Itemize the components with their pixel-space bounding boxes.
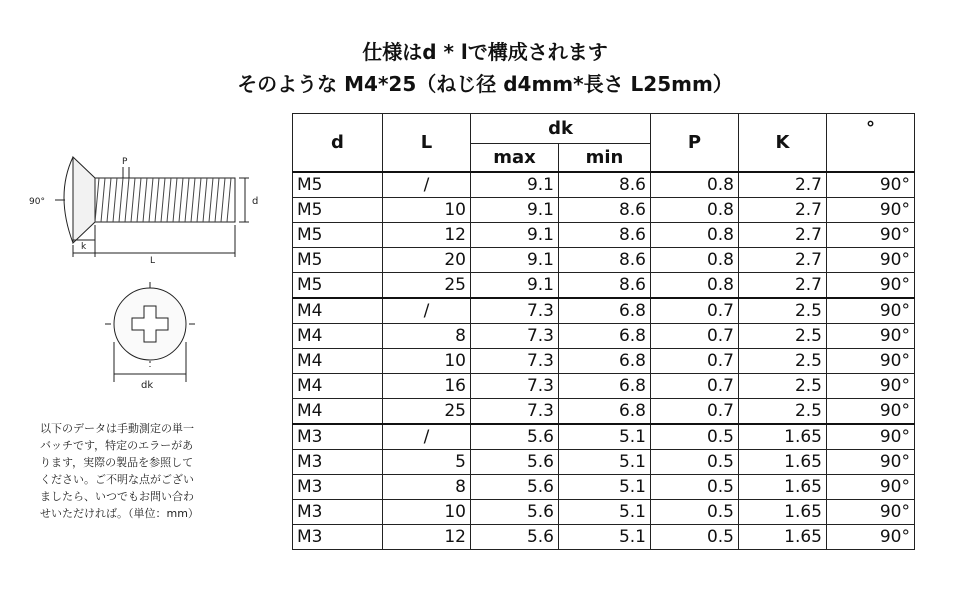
cell-max: 7.3 bbox=[471, 398, 559, 424]
table-row bbox=[293, 398, 915, 424]
cell-max: 9.1 bbox=[471, 222, 559, 247]
cell-l: 12 bbox=[383, 222, 471, 247]
cell-max: 7.3 bbox=[471, 348, 559, 373]
header-dk: dk bbox=[471, 114, 651, 144]
cell-l: / bbox=[383, 298, 471, 324]
cell-l: 25 bbox=[383, 272, 471, 298]
cell-degree: 90° bbox=[827, 499, 915, 524]
cell-d: M3 bbox=[293, 424, 383, 450]
cell-k: 1.65 bbox=[739, 524, 827, 549]
cell-min: 5.1 bbox=[559, 424, 651, 450]
cell-l: 8 bbox=[383, 474, 471, 499]
table-row bbox=[293, 298, 915, 324]
cell-min: 8.6 bbox=[559, 172, 651, 198]
cell-d: M5 bbox=[293, 272, 383, 298]
cell-p: 0.5 bbox=[651, 499, 739, 524]
cell-l: 5 bbox=[383, 449, 471, 474]
cell-p: 0.8 bbox=[651, 272, 739, 298]
cell-min: 8.6 bbox=[559, 247, 651, 272]
header-l: L bbox=[383, 114, 471, 172]
cell-min: 5.1 bbox=[559, 449, 651, 474]
cell-d: M5 bbox=[293, 197, 383, 222]
cell-min: 6.8 bbox=[559, 373, 651, 398]
cell-degree: 90° bbox=[827, 247, 915, 272]
cell-p: 0.5 bbox=[651, 424, 739, 450]
cell-degree: 90° bbox=[827, 197, 915, 222]
table-row bbox=[293, 424, 915, 450]
note-line: ください。ご不明な点がござい bbox=[40, 473, 194, 486]
cell-l: 10 bbox=[383, 348, 471, 373]
cell-p: 0.8 bbox=[651, 172, 739, 198]
cell-l: 25 bbox=[383, 398, 471, 424]
cell-max: 9.1 bbox=[471, 197, 559, 222]
cell-min: 6.8 bbox=[559, 348, 651, 373]
cell-min: 6.8 bbox=[559, 298, 651, 324]
cell-l: / bbox=[383, 172, 471, 198]
cell-max: 7.3 bbox=[471, 298, 559, 324]
cell-k: 2.7 bbox=[739, 172, 827, 198]
cell-l: 12 bbox=[383, 524, 471, 549]
table-row bbox=[293, 499, 915, 524]
cell-d: M4 bbox=[293, 298, 383, 324]
cell-degree: 90° bbox=[827, 323, 915, 348]
cell-k: 2.7 bbox=[739, 272, 827, 298]
cell-k: 1.65 bbox=[739, 449, 827, 474]
cell-k: 1.65 bbox=[739, 499, 827, 524]
cell-d: M3 bbox=[293, 524, 383, 549]
cell-p: 0.5 bbox=[651, 474, 739, 499]
note-line: 以下のデータは手動測定の単一 bbox=[40, 422, 194, 435]
cell-k: 2.5 bbox=[739, 298, 827, 324]
cell-p: 0.8 bbox=[651, 222, 739, 247]
cell-max: 5.6 bbox=[471, 424, 559, 450]
cell-d: M3 bbox=[293, 474, 383, 499]
note-line: せいただければ。（単位：mm） bbox=[40, 507, 199, 520]
table-row bbox=[293, 348, 915, 373]
cell-min: 8.6 bbox=[559, 197, 651, 222]
cell-degree: 90° bbox=[827, 272, 915, 298]
header-min: min bbox=[559, 144, 651, 172]
cell-degree: 90° bbox=[827, 524, 915, 549]
cell-p: 0.8 bbox=[651, 247, 739, 272]
cell-d: M5 bbox=[293, 247, 383, 272]
cell-p: 0.5 bbox=[651, 524, 739, 549]
diameter-label: d bbox=[252, 196, 259, 207]
cell-degree: 90° bbox=[827, 222, 915, 247]
cell-p: 0.7 bbox=[651, 298, 739, 324]
cell-degree: 90° bbox=[827, 172, 915, 198]
header-d: d bbox=[293, 114, 383, 172]
note-line: ましたら、いつでもお問い合わ bbox=[40, 490, 194, 503]
cell-max: 7.3 bbox=[471, 323, 559, 348]
title-line-1: 仕様はd * lで構成されます bbox=[362, 40, 608, 64]
cell-k: 1.65 bbox=[739, 474, 827, 499]
cell-p: 0.7 bbox=[651, 398, 739, 424]
cell-l: 8 bbox=[383, 323, 471, 348]
table-row bbox=[293, 247, 915, 272]
cell-min: 5.1 bbox=[559, 499, 651, 524]
table-row bbox=[293, 449, 915, 474]
cell-d: M3 bbox=[293, 449, 383, 474]
cell-p: 0.7 bbox=[651, 348, 739, 373]
header-k: K bbox=[739, 114, 827, 172]
cell-min: 8.6 bbox=[559, 222, 651, 247]
table-row bbox=[293, 197, 915, 222]
cell-l: 10 bbox=[383, 197, 471, 222]
length-label: L bbox=[150, 256, 156, 265]
cell-min: 8.6 bbox=[559, 272, 651, 298]
cell-k: 2.5 bbox=[739, 373, 827, 398]
table-row bbox=[293, 524, 915, 549]
cell-max: 5.6 bbox=[471, 449, 559, 474]
k-label: k bbox=[81, 242, 87, 252]
cell-k: 2.5 bbox=[739, 348, 827, 373]
header-max: max bbox=[471, 144, 559, 172]
cell-max: 9.1 bbox=[471, 172, 559, 198]
note-line: ります，実際の製品を参照して bbox=[40, 456, 194, 469]
cell-max: 9.1 bbox=[471, 247, 559, 272]
cell-l: 10 bbox=[383, 499, 471, 524]
cell-degree: 90° bbox=[827, 298, 915, 324]
cell-d: M3 bbox=[293, 499, 383, 524]
table-row bbox=[293, 272, 915, 298]
cell-degree: 90° bbox=[827, 398, 915, 424]
cell-l: 16 bbox=[383, 373, 471, 398]
cell-l: / bbox=[383, 424, 471, 450]
cell-l: 20 bbox=[383, 247, 471, 272]
cell-min: 5.1 bbox=[559, 524, 651, 549]
cell-degree: 90° bbox=[827, 474, 915, 499]
cell-degree: 90° bbox=[827, 348, 915, 373]
cell-d: M5 bbox=[293, 172, 383, 198]
header-p: P bbox=[651, 114, 739, 172]
table-row bbox=[293, 474, 915, 499]
cell-d: M5 bbox=[293, 222, 383, 247]
cell-d: M4 bbox=[293, 398, 383, 424]
table-row bbox=[293, 323, 915, 348]
cell-k: 2.7 bbox=[739, 222, 827, 247]
cell-k: 2.7 bbox=[739, 197, 827, 222]
cell-p: 0.8 bbox=[651, 197, 739, 222]
table-row bbox=[293, 373, 915, 398]
screw-side-view-diagram bbox=[25, 145, 265, 265]
dk-label: dk bbox=[141, 380, 154, 391]
cell-degree: 90° bbox=[827, 424, 915, 450]
cell-max: 5.6 bbox=[471, 474, 559, 499]
title-line-2: そのような M4*25（ねじ径 d4mm*長さ L25mm） bbox=[237, 72, 733, 96]
cell-k: 2.5 bbox=[739, 398, 827, 424]
cell-min: 6.8 bbox=[559, 398, 651, 424]
cell-degree: 90° bbox=[827, 449, 915, 474]
cell-p: 0.7 bbox=[651, 373, 739, 398]
cell-max: 5.6 bbox=[471, 524, 559, 549]
cell-d: M4 bbox=[293, 348, 383, 373]
cell-k: 1.65 bbox=[739, 424, 827, 450]
cell-k: 2.7 bbox=[739, 247, 827, 272]
measurement-note bbox=[40, 420, 240, 522]
cell-d: M4 bbox=[293, 373, 383, 398]
cell-min: 6.8 bbox=[559, 323, 651, 348]
cell-max: 7.3 bbox=[471, 373, 559, 398]
angle-label: 90° bbox=[29, 197, 45, 207]
cell-d: M4 bbox=[293, 323, 383, 348]
cell-max: 9.1 bbox=[471, 272, 559, 298]
note-line: バッチです，特定のエラーがあ bbox=[40, 439, 194, 452]
table-row bbox=[293, 172, 915, 198]
cell-p: 0.5 bbox=[651, 449, 739, 474]
cell-k: 2.5 bbox=[739, 323, 827, 348]
spec-table bbox=[292, 113, 915, 550]
cell-degree: 90° bbox=[827, 373, 915, 398]
cell-max: 5.6 bbox=[471, 499, 559, 524]
cell-min: 5.1 bbox=[559, 474, 651, 499]
cell-p: 0.7 bbox=[651, 323, 739, 348]
table-row bbox=[293, 222, 915, 247]
screw-head-top-view-diagram bbox=[100, 282, 200, 392]
pitch-label: P bbox=[122, 157, 128, 167]
header-degree: ° bbox=[827, 114, 915, 172]
